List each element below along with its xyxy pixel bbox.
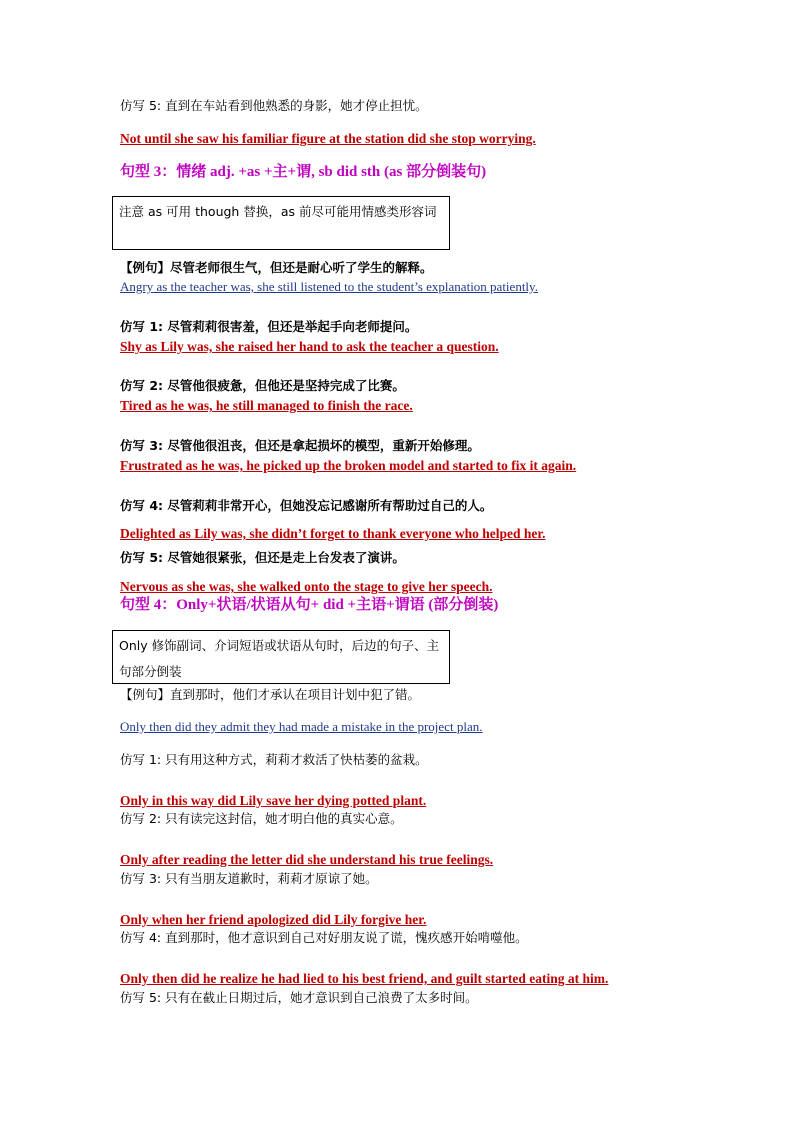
example-4-chinese: 【例句】直到那时，他们才承认在项目计划中犯了错。 <box>120 687 421 702</box>
practice-4-1-answer: Only in this way did Lily save her dying potted plant. <box>120 793 427 808</box>
practice-4-5-chinese: 仿写 5: 只有在截止日期过后，她才意识到自己浪费了太多时间。 <box>120 990 478 1005</box>
practice-4-2-chinese: 仿写 2: 只有读完这封信，她才明白他的真实心意。 <box>120 811 403 826</box>
practice-4-2-answer: Only after reading the letter did she understand his true feelings. <box>120 852 494 867</box>
practice-3-4-chinese: 仿写 4: 尽管莉莉非常开心，但她没忘记感谢所有帮助过自己的人。 <box>120 498 493 513</box>
practice-3-2-answer: Tired as he was, he still managed to finish the race. <box>120 398 413 413</box>
practice-4-3-chinese: 仿写 3: 只有当朋友道歉时，莉莉才原谅了她。 <box>120 871 378 886</box>
practice-3-4-answer: Delighted as Lily was, she didn’t forget to thank everyone who helped her. <box>120 526 546 541</box>
pattern-3-note-box: 注意 as 可用 though 替换，as 前尽可能用情感类形容词 <box>112 196 450 250</box>
pattern-3-heading: 句型 3：情绪 adj. +as +主+谓, sb did sth (as 部分倒装句) <box>120 164 487 180</box>
practice-3-3-chinese: 仿写 3: 尽管他很沮丧，但还是拿起损坏的模型，重新开始修理。 <box>120 438 480 453</box>
example-4-english: Only then did they admit they had made a mistake in the project plan. <box>120 719 483 734</box>
practice-3-3-answer: Frustrated as he was, he picked up the broken model and started to fix it again. <box>120 458 577 473</box>
practice-4-4-chinese: 仿写 4: 直到那时，他才意识到自己对好朋友说了谎，愧疚感开始啃噬他。 <box>120 930 528 945</box>
practice-5-chinese: 仿写 5: 直到在车站看到他熟悉的身影，她才停止担忧。 <box>120 98 428 113</box>
practice-3-1-answer: Shy as Lily was, she raised her hand to ask the teacher a question. <box>120 339 499 354</box>
practice-3-1-chinese: 仿写 1: 尽管莉莉很害羞，但还是举起手向老师提问。 <box>120 319 418 334</box>
pattern-4-note-box: Only 修饰副词、介词短语或状语从句时，后边的句子、主句部分倒装 <box>112 630 450 684</box>
practice-4-1-chinese: 仿写 1: 只有用这种方式，莉莉才救活了快枯萎的盆栽。 <box>120 752 428 767</box>
practice-3-2-chinese: 仿写 2: 尽管他很疲惫，但他还是坚持完成了比赛。 <box>120 378 405 393</box>
example-3-chinese: 【例句】尽管老师很生气，但还是耐心听了学生的解释。 <box>120 260 433 275</box>
practice-3-5-answer: Nervous as she was, she walked onto the stage to give her speech. <box>120 579 493 594</box>
practice-5-answer: Not until she saw his familiar figure at the station did she stop worrying. <box>120 131 536 146</box>
pattern-4-heading: 句型 4：Only+状语/状语从句+ did +主语+谓语 (部分倒装) <box>120 597 499 613</box>
practice-4-3-answer: Only when her friend apologized did Lily forgive her. <box>120 912 427 927</box>
practice-3-5-chinese: 仿写 5: 尽管她很紧张，但还是走上台发表了演讲。 <box>120 550 405 565</box>
example-3-english: Angry as the teacher was, she still listened to the student’s explanation patiently. <box>120 279 538 294</box>
practice-4-4-answer: Only then did he realize he had lied to his best friend, and guilt started eating at him. <box>120 971 609 986</box>
